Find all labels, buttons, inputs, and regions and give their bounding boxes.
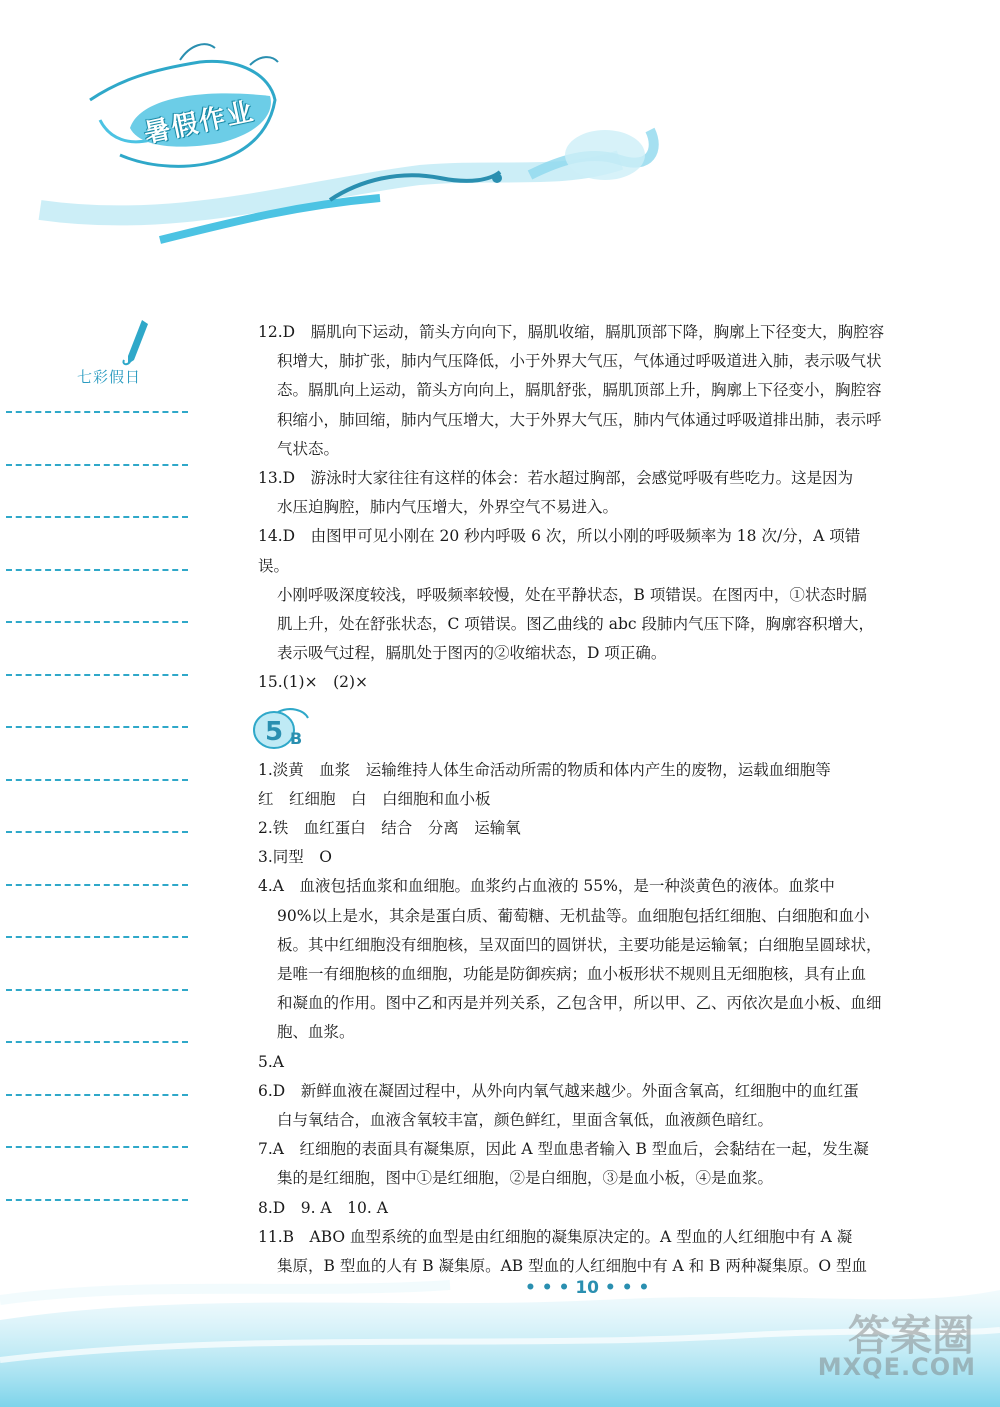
sidebar-dash-line	[6, 411, 188, 413]
answer-item	[258, 668, 888, 697]
section-number: 5	[265, 716, 284, 747]
page-number: • • • 10 • • •	[525, 1278, 650, 1298]
answer-line: 90%以上是水，其余是蛋白质、葡萄糖、无机盐等。血细胞包括红细胞、白细胞和血小	[277, 906, 870, 925]
sidebar-dash-line	[6, 674, 188, 676]
answer-line: 1.淡黄 血浆 运输维持人体生命活动所需的物质和体内产生的废物，运载血细胞等	[258, 760, 831, 779]
answer-line: 12.D 膈肌向下运动，箭头方向向下，膈肌收缩，膈肌顶部下降，胸廓上下径变大，胸腔容	[258, 323, 885, 341]
sidebar-dash-line	[6, 936, 188, 938]
pen-icon	[122, 318, 152, 368]
answer-item	[258, 843, 888, 872]
section-badge-icon	[248, 704, 318, 752]
watermark	[812, 1303, 982, 1391]
answer-item	[258, 1194, 888, 1223]
answer-line: 3.同型 O	[258, 848, 332, 867]
sidebar-dash-line	[6, 831, 188, 833]
answer-item	[258, 1135, 888, 1193]
answer-line: 是唯一有细胞核的血细胞，功能是防御疾病；血小板形状不规则且无细胞核，具有止血	[277, 965, 867, 984]
answer-line: 7.A 红细胞的表面具有凝集原，因此 A 型血患者输入 B 型血后，会黏结在一起，发生凝	[258, 1140, 869, 1159]
sidebar-label: 七彩假日	[77, 368, 142, 386]
sidebar-dash-line	[6, 464, 188, 466]
answer-item	[258, 464, 888, 522]
answer-item	[258, 814, 888, 843]
answer-line: 6.D 新鲜血液在凝固过程中，从外向内氧气越来越少。外面含氧高，红细胞中的血红蛋	[258, 1081, 859, 1100]
answer-line: 积增大，肺扩张，肺内气压降低，小于外界大气压，气体通过呼吸道进入肺，表示吸气状	[277, 352, 882, 371]
sidebar-dash-line	[6, 1146, 188, 1148]
sidebar-dash-line	[6, 516, 188, 518]
answer-line: 2.铁 血红蛋白 结合 分离 运输氧	[258, 819, 521, 838]
answer-line: 积缩小，肺回缩，肺内气压增大，大于外界大气压，肺内气体通过呼吸道排出肺，表示呼	[277, 410, 882, 429]
answer-line: 集原，B 型血的人有 B 凝集原。AB 型血的人红细胞中有 A 和 B 两种凝集原。O 型血	[277, 1257, 868, 1276]
answer-line: 和凝血的作用。图中乙和丙是并列关系，乙包含甲，所以甲、乙、丙依次是血小板、血细	[277, 994, 882, 1013]
answer-line: 水压迫胸腔，肺内气压增大，外界空气不易进入。	[277, 498, 619, 517]
sidebar-dash-line	[6, 569, 188, 571]
answer-line: 11.B ABO 血型系统的血型是由红细胞的凝集原决定的。A 型血的人红细胞中有 A 凝	[258, 1227, 853, 1246]
header-title: 暑假作业	[141, 96, 258, 150]
answer-line: 4.A 血液包括血浆和血细胞。血浆约占血液的 55%，是一种淡黄色的液体。血浆中	[258, 877, 835, 896]
answer-line: 肌上升，处在舒张状态，C 项错误。图乙曲线的 abc 段肺内气压下降，胸廓容积增大，	[277, 615, 874, 634]
section-heading	[248, 704, 888, 752]
answer-line: 白与氧结合，血液含氧较丰富，颜色鲜红，里面含氧低，血液颜色暗红。	[277, 1111, 774, 1130]
answer-item	[258, 756, 888, 814]
sidebar-dash-line	[6, 621, 188, 623]
watermark-url: MXQE.COM	[817, 1353, 976, 1381]
answer-line: 14.D 由图甲可见小刚在 20 秒内呼吸 6 次，所以小刚的呼吸频率为 18 次/分，A 项错误。	[258, 527, 861, 575]
answer-line: 气状态。	[277, 439, 340, 458]
answer-item	[258, 1048, 888, 1077]
watermark-logo: 答案圈	[847, 1311, 974, 1360]
sidebar-dash-line	[6, 884, 188, 886]
section-letter: B	[290, 728, 303, 748]
answer-content	[258, 318, 888, 1281]
answer-line: 红 红细胞 白 白细胞和血小板	[258, 789, 491, 808]
answer-item	[258, 872, 888, 1047]
answer-line: 小刚呼吸深度较浅，呼吸频率较慢，处在平静状态，B 项错误。在图丙中，①状态时膈	[277, 585, 867, 604]
answer-line: 15.(1)× (2)×	[258, 673, 369, 692]
sidebar-dash-line	[6, 726, 188, 728]
answer-item	[258, 1077, 888, 1135]
answer-line: 13.D 游泳时大家往往有这样的体会：若水超过胸部，会感觉呼吸有些吃力。这是因为	[258, 469, 854, 488]
answer-line: 5.A	[258, 1052, 284, 1071]
sidebar-dash-line	[6, 1041, 188, 1043]
sidebar-dash-line	[6, 1094, 188, 1096]
sidebar-dash-line	[6, 1199, 188, 1201]
answer-line: 板。其中红细胞没有细胞核，呈双面凹的圆饼状，主要功能是运输氧；白细胞呈圆球状，	[277, 935, 882, 954]
sidebar-dash-line	[6, 779, 188, 781]
answer-line: 表示吸气过程，膈肌处于图丙的②收缩状态，D 项正确。	[277, 644, 667, 663]
answer-line: 胞、血浆。	[277, 1023, 355, 1042]
sidebar-dash-line	[6, 989, 188, 991]
answer-line: 态。膈肌向上运动，箭头方向向上，膈肌舒张，膈肌顶部上升，胸廓上下径变小，胸腔容	[277, 381, 882, 400]
answer-line: 8.D 9. A 10. A	[258, 1198, 388, 1217]
answer-item	[258, 318, 888, 464]
answer-item	[258, 522, 888, 668]
answer-line: 集的是红细胞，图中①是红细胞，②是白细胞，③是血小板，④是血浆。	[277, 1169, 774, 1188]
